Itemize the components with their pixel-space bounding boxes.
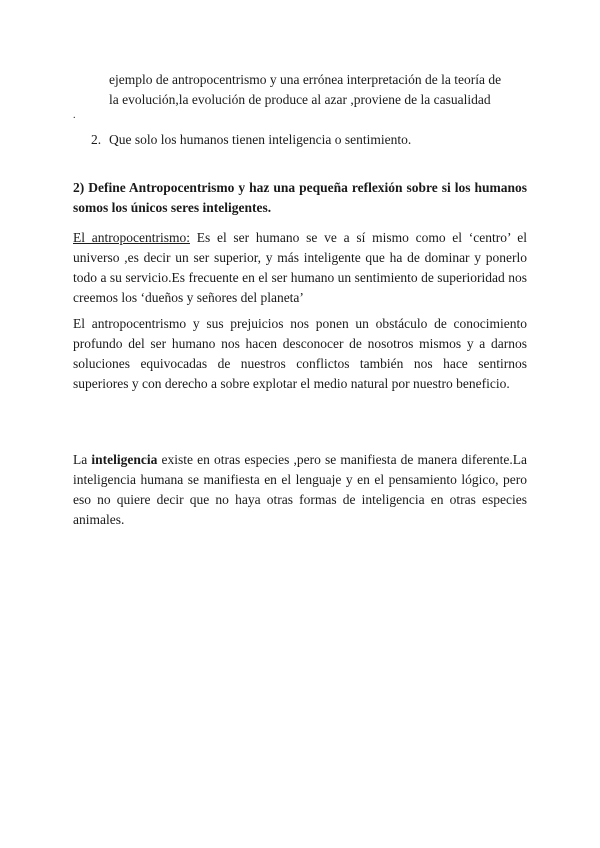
- list-item-2-number: 2.: [91, 132, 102, 147]
- list-item-2-text: Que solo los humanos tienen inteligencia o sentimiento.: [109, 132, 412, 147]
- intelligence-text: existe en otras especies ,pero se manifiesta de manera diferente.La inteligencia humana se manifiesta en el lenguaje y en el pensamiento lógico, pero eso no quiere decir que no haya otras formas de inteligencia en otras especies animales.: [73, 452, 527, 527]
- question-heading: 2) Define Antropocentrismo y haz una pequeña reflexión sobre si los humanos somos los únicos seres inteligentes.: [73, 180, 527, 215]
- definition-paragraph: [73, 228, 527, 308]
- list-continuation-line-1: ejemplo de antropocentrismo y una errónea interpretación de la teoría de: [109, 72, 502, 87]
- intelligence-paragraph: [73, 450, 527, 530]
- stray-mark: .: [73, 110, 76, 121]
- list-continuation-line-2: la evolución,la evolución de produce al azar ,proviene de la casualidad: [109, 92, 491, 107]
- definition-text: Es el ser humano se ve a sí mismo como el ‘centro’ el universo ,es decir un ser superior, y más inteligente que ha de dominar y ponerlo todo a su servicio.Es frecuente en el ser humano un sentimiento de superioridad nos creemos los ‘dueños y señores del planeta’: [73, 230, 527, 305]
- definition-term: El antropocentrismo:: [73, 230, 190, 245]
- intelligence-lead: La: [73, 452, 92, 467]
- intelligence-bold-word: inteligencia: [91, 452, 158, 467]
- reflection-paragraph: El antropocentrismo y sus prejuicios nos ponen un obstáculo de conocimiento profundo del ser humano nos hacen desconocer de nosotros mismos y a darnos soluciones equivocadas de nuestros conflictos también nos hace sentirnos superiores y con derecho a sobre explotar el medio natural por nuestro beneficio.: [73, 316, 527, 391]
